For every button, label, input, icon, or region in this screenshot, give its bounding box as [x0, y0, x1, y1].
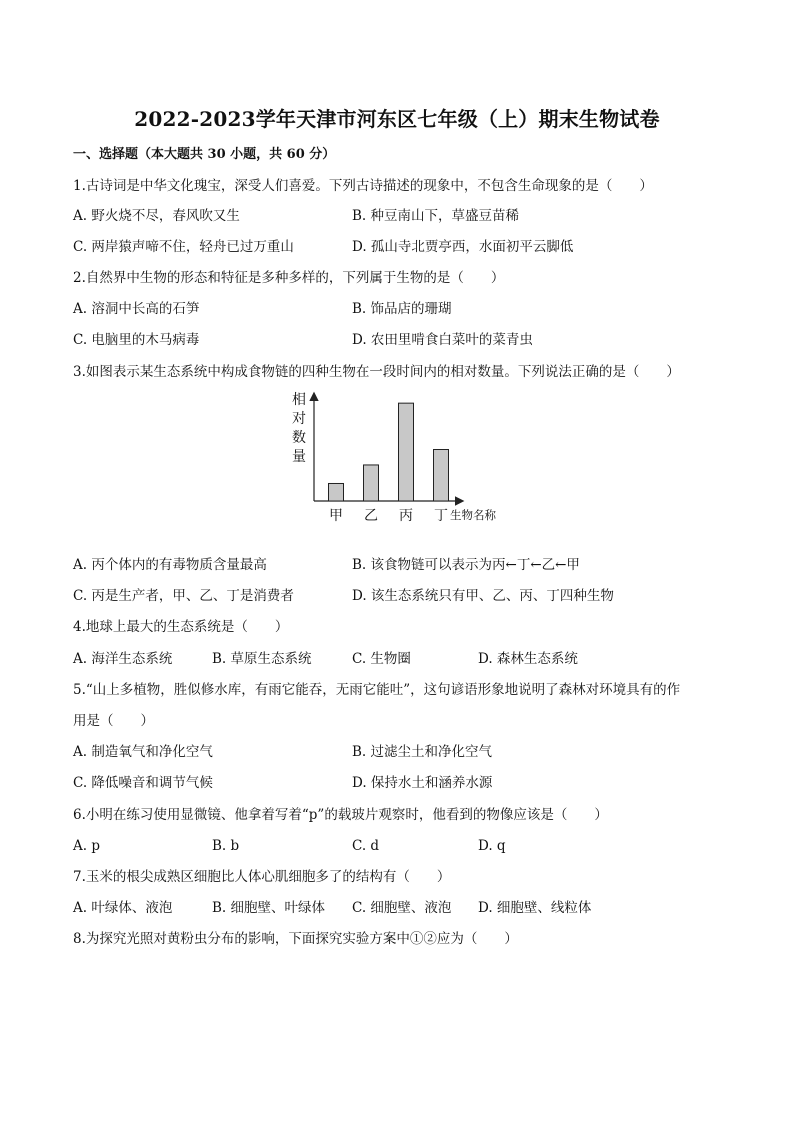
- question-3-option-b: B. 该食物链可以表示为丙←丁←乙←甲: [352, 557, 580, 573]
- question-7-stem: 7.玉米的根尖成熟区细胞比人体心肌细胞多了的结构有（ ）: [73, 869, 451, 885]
- question-6-stem: 6.小明在练习使用显微镜、他拿着写着“p”的载玻片观察时，他看到的物像应该是（ ）: [73, 807, 608, 823]
- question-2-stem: 2.自然界中生物的形态和特征是多种多样的，下列属于生物的是（ ）: [73, 270, 505, 286]
- y-axis-label: [292, 391, 306, 465]
- question-2-option-d: D. 农田里啃食白菜叶的菜青虫: [352, 332, 533, 348]
- question-4-stem: 4.地球上最大的生态系统是（ ）: [73, 619, 289, 635]
- question-3-option-d: D. 该生态系统只有甲、乙、丙、丁四种生物: [352, 588, 614, 604]
- bar-甲: [329, 483, 344, 501]
- question-6-option-a: A. p: [73, 838, 100, 854]
- bar-乙: [364, 465, 379, 501]
- section-heading: 一、选择题（本大题共 30 小题，共 60 分）: [73, 147, 336, 162]
- question-5-option-b: B. 过滤尘土和净化空气: [352, 744, 493, 760]
- question-7-option-c: C. 细胞壁、液泡: [352, 900, 452, 916]
- question-7-option-b: B. 细胞壁、叶绿体: [212, 900, 326, 916]
- question-2-option-c: C. 电脑里的木马病毒: [73, 332, 200, 348]
- question-8-stem: 8.为探究光照对黄粉虫分布的影响，下面探究实验方案中①②应为（ ）: [73, 931, 518, 947]
- category-label-丙: 丙: [399, 508, 413, 524]
- question-4-option-a: A. 海洋生态系统: [73, 651, 173, 667]
- question-5-option-a: A. 制造氧气和净化空气: [73, 744, 213, 760]
- question-1-option-d: D. 孤山寺北贾亭西，水面初平云脚低: [352, 239, 574, 255]
- question-5-option-d: D. 保持水土和涵养水源: [352, 775, 493, 791]
- category-label-丁: 丁: [434, 508, 448, 524]
- question-3-option-a: A. 丙个体内的有毒物质含量最高: [73, 557, 267, 573]
- question-1-option-b: B. 种豆南山下，草盛豆苗稀: [352, 208, 520, 224]
- exam-title: 2022-2023学年天津市河东区七年级（上）期末生物试卷: [134, 107, 660, 131]
- y-axis-label-char: 相: [292, 392, 306, 408]
- question-7-option-d: D. 细胞壁、线粒体: [478, 900, 592, 916]
- question-2-option-b: B. 饰品店的珊瑚: [352, 301, 452, 317]
- x-axis-label: 生物名称: [450, 508, 496, 522]
- question-1-option-a: A. 野火烧不尽，春风吹又生: [73, 208, 240, 224]
- question-4-option-c: C. 生物圈: [352, 651, 411, 667]
- question-4-option-d: D. 森林生态系统: [478, 651, 578, 667]
- question-2-option-a: A. 溶洞中长高的石笋: [73, 301, 200, 317]
- question-6-option-c: C. d: [352, 838, 380, 854]
- bar-丁: [434, 450, 449, 502]
- question-3-option-c: C. 丙是生产者，甲、乙、丁是消费者: [73, 588, 294, 604]
- food-chain-bar-chart: [280, 388, 520, 528]
- y-axis-label-char: 数: [292, 430, 306, 446]
- question-5-stem-continued: 用是（ ）: [73, 713, 154, 729]
- question-3-stem: 3.如图表示某生态系统中构成食物链的四种生物在一段时间内的相对数量。下列说法正确的是（ ）: [73, 364, 680, 380]
- question-1-option-c: C. 两岸猿声啼不住，轻舟已过万重山: [73, 239, 294, 255]
- question-6-option-d: D. q: [478, 838, 506, 854]
- question-6-option-b: B. b: [212, 838, 240, 854]
- question-7-option-a: A. 叶绿体、液泡: [73, 900, 173, 916]
- y-axis-label-char: 量: [292, 449, 306, 465]
- y-axis-label-char: 对: [292, 411, 306, 427]
- category-label-乙: 乙: [364, 508, 378, 524]
- question-4-option-b: B. 草原生态系统: [212, 651, 312, 667]
- category-label-甲: 甲: [329, 508, 343, 524]
- bar-丙: [399, 403, 414, 501]
- question-1-stem: 1.古诗词是中华文化瑰宝，深受人们喜爱。下列古诗描述的现象中，不包含生命现象的是（ ）: [73, 178, 653, 194]
- question-5-option-c: C. 降低噪音和调节气候: [73, 775, 213, 791]
- question-5-stem: 5.“山上多植物，胜似修水库，有雨它能吞，无雨它能吐”，这句谚语形象地说明了森林对环境具有的作: [73, 682, 681, 698]
